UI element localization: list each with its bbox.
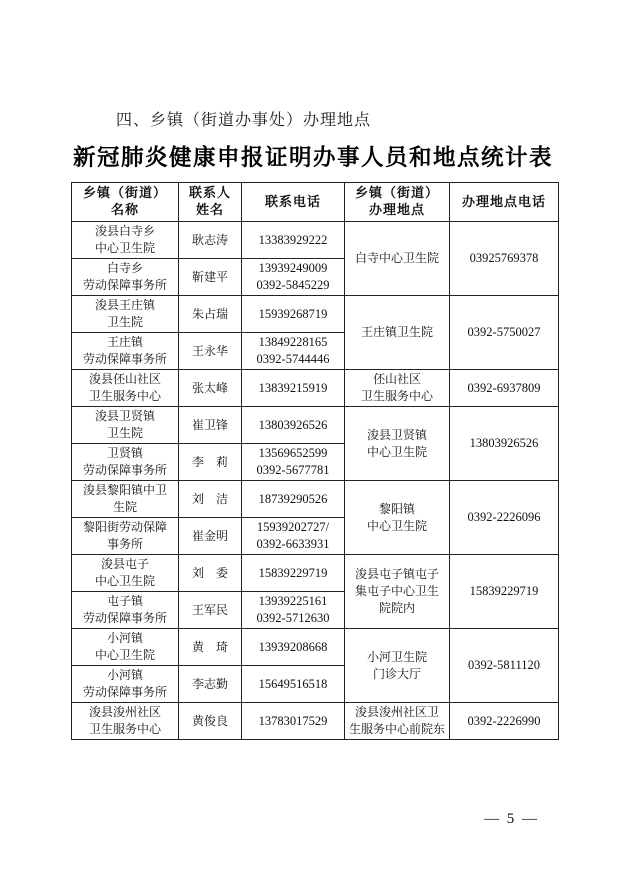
township-unit-cell: 浚县伾山社区 卫生服务中心 xyxy=(72,370,179,407)
contact-name-cell: 靳建平 xyxy=(179,259,242,296)
township-unit-cell: 浚县卫贤镇 卫生院 xyxy=(72,407,179,444)
contact-phone-cell: 15649516518 xyxy=(242,666,345,703)
township-unit-cell: 浚县屯子 中心卫生院 xyxy=(72,555,179,592)
contact-name-cell: 刘 洁 xyxy=(179,481,242,518)
office-location-cell: 王庄镇卫生院 xyxy=(345,296,450,370)
contact-phone-cell: 15939202727/ 0392-6633931 xyxy=(242,518,345,555)
header-contact-phone: 联系电话 xyxy=(242,183,345,222)
header-office-location: 乡镇（街道） 办理地点 xyxy=(345,183,450,222)
office-phone-cell: 15839229719 xyxy=(450,555,559,629)
header-office-phone: 办理地点电话 xyxy=(450,183,559,222)
office-phone-cell: 0392-5750027 xyxy=(450,296,559,370)
contact-phone-cell: 15839229719 xyxy=(242,555,345,592)
office-phone-cell: 13803926526 xyxy=(450,407,559,481)
contact-phone-cell: 13849228165 0392-5744446 xyxy=(242,333,345,370)
office-phone-cell: 0392-5811120 xyxy=(450,629,559,703)
table-header-row xyxy=(72,183,559,222)
township-unit-cell: 屯子镇 劳动保障事务所 xyxy=(72,592,179,629)
contact-name-cell: 耿志涛 xyxy=(179,222,242,259)
table-row xyxy=(72,222,559,259)
office-location-cell: 小河卫生院 门诊大厅 xyxy=(345,629,450,703)
contact-name-cell: 王军民 xyxy=(179,592,242,629)
office-location-cell: 黎阳镇 中心卫生院 xyxy=(345,481,450,555)
office-phone-cell: 0392-2226990 xyxy=(450,703,559,740)
contact-name-cell: 张太峰 xyxy=(179,370,242,407)
contact-phone-cell: 13939249009 0392-5845229 xyxy=(242,259,345,296)
table-body xyxy=(72,222,559,740)
header-contact-name: 联系人 姓名 xyxy=(179,183,242,222)
contact-name-cell: 李志勤 xyxy=(179,666,242,703)
township-unit-cell: 卫贤镇 劳动保障事务所 xyxy=(72,444,179,481)
office-phone-cell: 0392-2226096 xyxy=(450,481,559,555)
table-row xyxy=(72,481,559,518)
table-row xyxy=(72,370,559,407)
office-location-cell: 浚县屯子镇屯子 集屯子中心卫生 院院内 xyxy=(345,555,450,629)
office-location-cell: 伾山社区 卫生服务中心 xyxy=(345,370,450,407)
contact-phone-cell: 18739290526 xyxy=(242,481,345,518)
contact-name-cell: 崔金明 xyxy=(179,518,242,555)
contact-phone-cell: 13783017529 xyxy=(242,703,345,740)
township-unit-cell: 浚县白寺乡 中心卫生院 xyxy=(72,222,179,259)
township-unit-cell: 黎阳街劳动保障 事务所 xyxy=(72,518,179,555)
contact-name-cell: 朱占瑞 xyxy=(179,296,242,333)
page-number: — 5 — xyxy=(484,811,539,827)
contact-name-cell: 崔卫锋 xyxy=(179,407,242,444)
contact-phone-cell: 15939268719 xyxy=(242,296,345,333)
contact-name-cell: 黄 琦 xyxy=(179,629,242,666)
township-unit-cell: 王庄镇 劳动保障事务所 xyxy=(72,333,179,370)
contact-phone-cell: 13939225161 0392-5712630 xyxy=(242,592,345,629)
township-unit-cell: 浚县王庄镇 卫生院 xyxy=(72,296,179,333)
contact-phone-cell: 13803926526 xyxy=(242,407,345,444)
office-location-cell: 浚县浚州社区卫 生服务中心前院东 xyxy=(345,703,450,740)
contact-name-cell: 刘 委 xyxy=(179,555,242,592)
contact-phone-cell: 13839215919 xyxy=(242,370,345,407)
contact-name-cell: 李 莉 xyxy=(179,444,242,481)
office-location-cell: 白寺中心卫生院 xyxy=(345,222,450,296)
contact-phone-cell: 13383929222 xyxy=(242,222,345,259)
table-row xyxy=(72,296,559,333)
contact-phone-cell: 13569652599 0392-5677781 xyxy=(242,444,345,481)
township-unit-cell: 浚县浚州社区 卫生服务中心 xyxy=(72,703,179,740)
township-unit-cell: 浚县黎阳镇中卫 生院 xyxy=(72,481,179,518)
township-unit-cell: 小河镇 劳动保障事务所 xyxy=(72,666,179,703)
document-title: 新冠肺炎健康申报证明办事人员和地点统计表 xyxy=(72,145,553,171)
township-unit-cell: 白寺乡 劳动保障事务所 xyxy=(72,259,179,296)
section-heading: 四、乡镇（街道办事处）办理地点 xyxy=(116,110,372,129)
table-row xyxy=(72,629,559,666)
office-phone-cell: 0392-6937809 xyxy=(450,370,559,407)
table-row xyxy=(72,703,559,740)
contact-phone-cell: 13939208668 xyxy=(242,629,345,666)
table-row xyxy=(72,555,559,592)
office-location-cell: 浚县卫贤镇 中心卫生院 xyxy=(345,407,450,481)
township-unit-cell: 小河镇 中心卫生院 xyxy=(72,629,179,666)
office-statistics-table xyxy=(71,182,559,740)
office-phone-cell: 03925769378 xyxy=(450,222,559,296)
header-township-name: 乡镇（街道） 名称 xyxy=(72,183,179,222)
contact-name-cell: 王永华 xyxy=(179,333,242,370)
table-row xyxy=(72,407,559,444)
contact-name-cell: 黄俊良 xyxy=(179,703,242,740)
